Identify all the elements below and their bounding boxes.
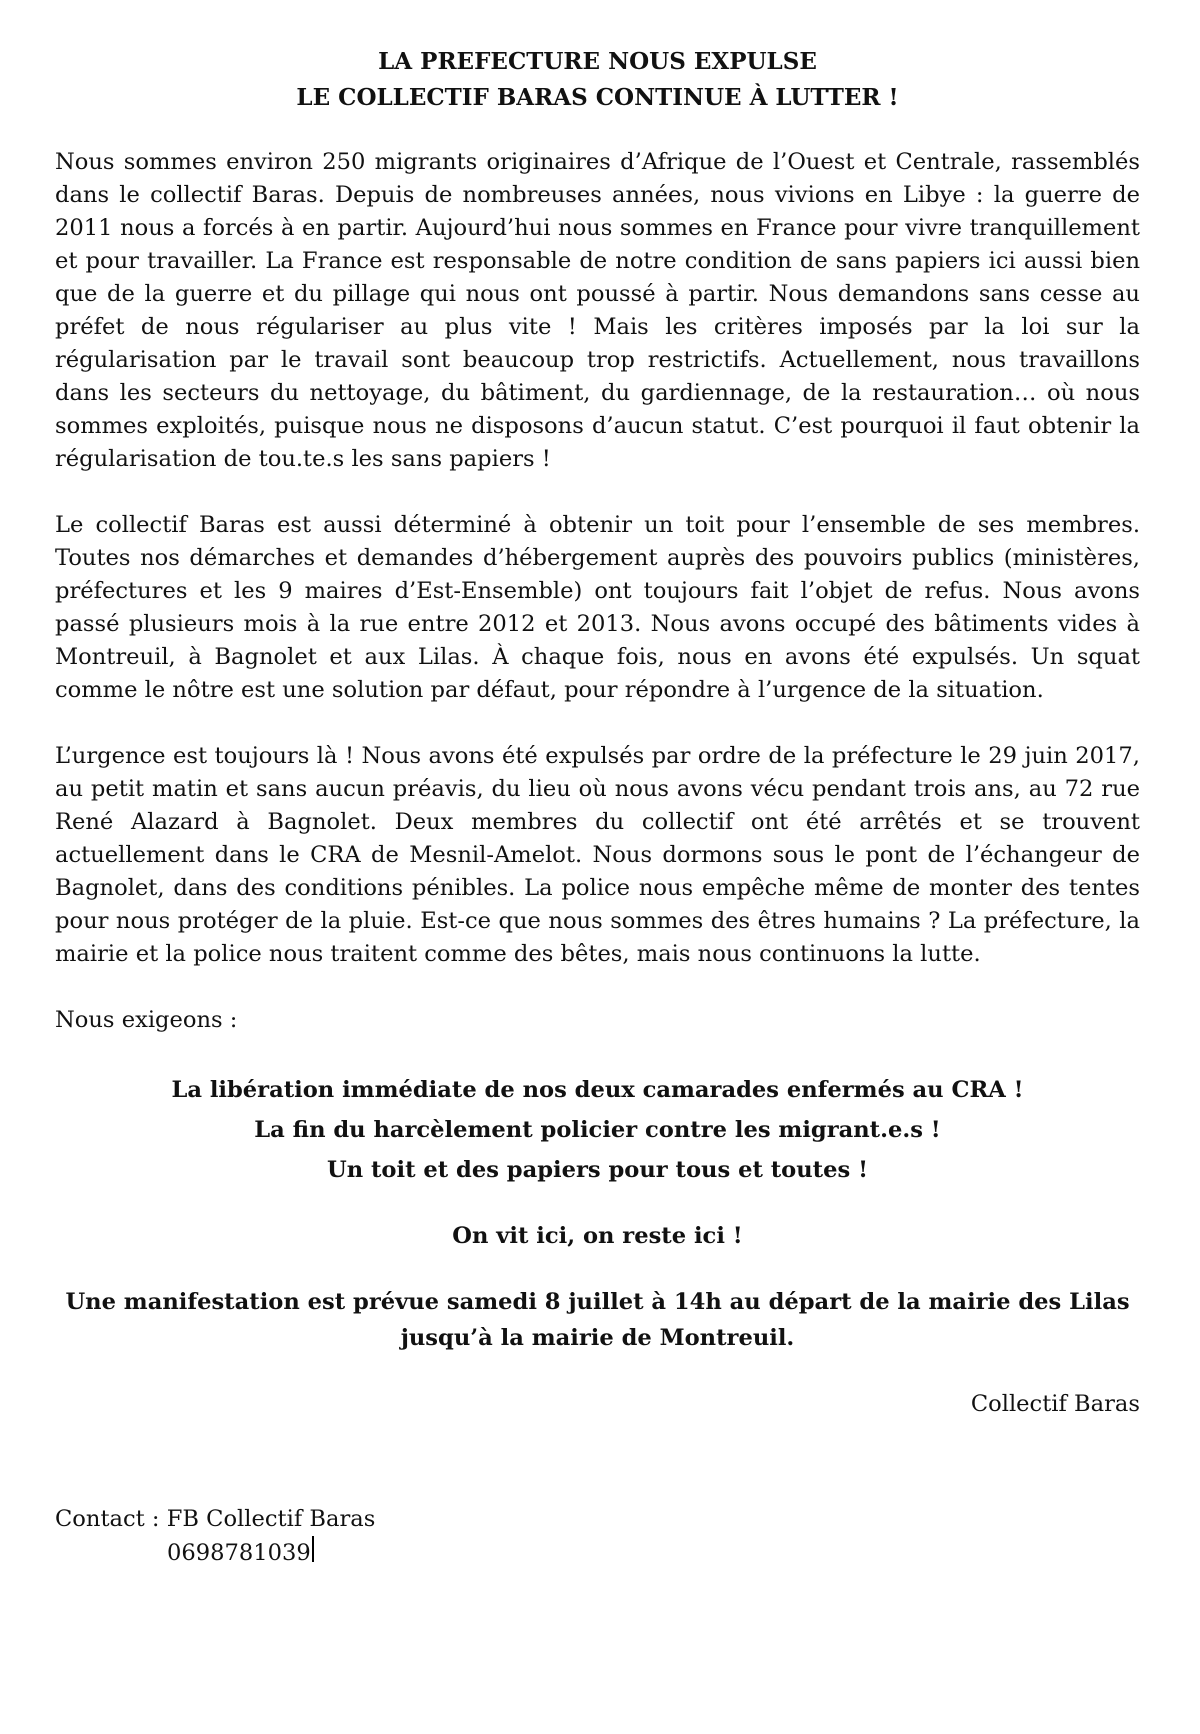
demonstration-announcement [55, 1284, 1140, 1356]
demand-item: La fin du harcèlement policier contre les migrant.e.s ! [254, 1117, 941, 1143]
slogan: On vit ici, on reste ici ! [452, 1223, 743, 1249]
announcement-line-2: jusqu’à la mairie de Montreuil. [400, 1325, 795, 1351]
paragraph-housing: Le collectif Baras est aussi déterminé à obtenir un toit pour l’ensemble de ses membres. Toutes nos démarches et demandes d’hébergement auprès des pouvoirs publics (ministères, préfectures et les 9 maires d’Est-Ensemble) ont toujours fait l’objet de refus. Nous avons passé plusieurs mois à la rue entre 2012 et 2013. Nous avons occupé des bâtiments vides à Montreuil, à Bagnolet et aux Lilas. À chaque fois, nous en avons été expulsés. Un squat comme le nôtre est une solution par défaut, pour répondre à l’urgence de la situation. [55, 512, 1140, 703]
text-cursor [312, 1536, 314, 1562]
paragraph-intro: Nous sommes environ 250 migrants originaires d’Afrique de l’Ouest et Centrale, rassemblés dans le collectif Baras. Depuis de nombreuses années, nous vivions en Libye : la guerre de 2011 nous a forcés à en partir. Aujourd’hui nous sommes en France pour vivre tranquillement et pour travailler. La France est responsable de notre condition de sans papiers ici aussi bien que de la guerre et du pillage qui nous ont poussé à partir. Nous demandons sans cesse au préfet de nous régulariser au plus vite ! Mais les critères imposés par la loi sur la régularisation par le travail sont beaucoup trop restrictifs. Actuellement, nous travaillons dans les secteurs du nettoyage, du bâtiment, du gardiennage, de la restauration… où nous sommes exploités, puisque nous ne disposons d’aucun statut. C’est pourquoi il faut obtenir la régularisation de tou.te.s les sans papiers ! [55, 149, 1140, 472]
contact-block [55, 1502, 1140, 1570]
announcement-line-1: Une manifestation est prévue samedi 8 juillet à 14h au départ de la mairie des Lilas [65, 1289, 1130, 1315]
title-line-2: LE COLLECTIF BARAS CONTINUE À LUTTER ! [296, 84, 899, 111]
demand-item: Un toit et des papiers pour tous et toutes ! [326, 1157, 868, 1183]
contact-label: Contact : [55, 1506, 167, 1532]
paragraph-eviction: L’urgence est toujours là ! Nous avons été expulsés par ordre de la préfecture le 29 juin 2017, au petit matin et sans aucun préavis, du lieu où nous avons vécu pendant trois ans, au 72 rue René Alazard à Bagnolet. Deux membres du collectif ont été arrêtés et se trouvent actuellement dans le CRA de Mesnil-Amelot. Nous dormons sous le pont de l’échangeur de Bagnolet, dans des conditions pénibles. La police nous empêche même de monter des tentes pour nous protéger de la pluie. Est-ce que nous sommes des êtres humains ? La préfecture, la mairie et la police nous traitent comme des bêtes, mais nous continuons la lutte. [55, 743, 1140, 967]
signature: Collectif Baras [970, 1391, 1140, 1417]
contact-facebook: FB Collectif Baras [166, 1506, 376, 1532]
contact-phone: 0698781039 [167, 1540, 311, 1566]
demand-item: La libération immédiate de nos deux camarades enfermés au CRA ! [171, 1077, 1024, 1103]
demands-intro: Nous exigeons : [55, 1007, 238, 1033]
title-line-1: LA PREFECTURE NOUS EXPULSE [378, 48, 817, 75]
document-title [55, 44, 1140, 116]
demands-list [55, 1070, 1140, 1190]
